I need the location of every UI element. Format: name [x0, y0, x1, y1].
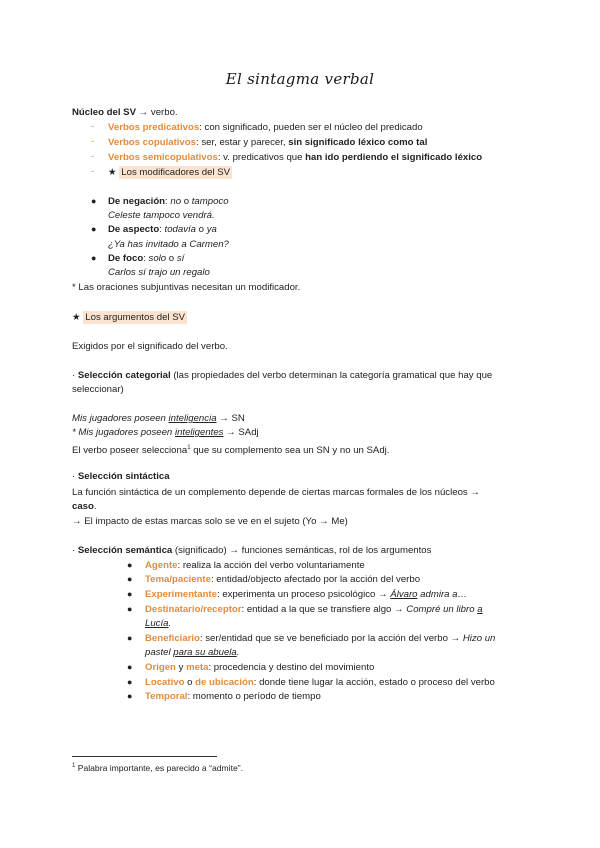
verb-type-item [108, 136, 427, 150]
connector: o [166, 253, 177, 264]
categorial-line-2: seleccionar) [72, 384, 124, 395]
bullet-icon: ● [127, 574, 133, 584]
role-name: Locativo [145, 677, 185, 688]
sintactica-line-2 [72, 500, 97, 514]
sintactica-line-1: La función sintáctica de un complemento depende de ciertas marcas formales de los núcleos → [72, 487, 480, 498]
modifiers-heading-text: Los modificadores del SV [121, 167, 231, 178]
role-item [145, 632, 495, 646]
separator: : [165, 196, 171, 207]
verb-type-bold: han ido perdiendo el significado léxico [305, 152, 483, 163]
bullet-icon: ● [91, 253, 97, 263]
role-item [145, 603, 483, 617]
role-desc: : ser/entidad que se ve beneficiado por la acción del verbo → [199, 633, 463, 644]
footnote-text: Palabra importante, es parecido a “admite”. [75, 763, 244, 773]
role-item-cont [145, 646, 239, 660]
modifier-name: De negación [108, 196, 166, 207]
example-result: → SAdj [223, 427, 259, 438]
role-item [145, 573, 420, 587]
connector: o [196, 224, 207, 235]
example-result: → SN [216, 413, 245, 424]
modifier-item [108, 252, 184, 266]
star-icon: ★ [72, 312, 81, 323]
modifier-value: solo [148, 253, 167, 264]
dash-marker: - [91, 166, 95, 177]
role-desc: : momento o período de tiempo [187, 691, 321, 702]
period: . [93, 501, 97, 512]
verb-type-desc: : v. predicativos que [217, 152, 306, 163]
role-desc: : entidad/objecto afectado por la acción del verbo [210, 574, 421, 585]
verb-type-name: Verbos copulativos [108, 137, 196, 148]
role-desc: : entidad a la que se transfiere algo → [241, 604, 407, 615]
bullet-icon: ● [127, 691, 133, 701]
semantica-text: (significado) → funciones semánticas, rol de los argumentos [172, 545, 432, 556]
role-example: Compré un libro [406, 604, 478, 615]
role-example-underlined: Lucía [145, 618, 169, 629]
verb-type-item [108, 121, 423, 135]
bullet-icon: ● [127, 604, 133, 614]
modifier-name: De foco [108, 253, 144, 264]
connector: o [181, 196, 192, 207]
dash-marker: - [91, 151, 95, 162]
role-example-underlined: Álvaro [390, 589, 418, 600]
categorial-example [72, 426, 259, 440]
verb-type-desc: : ser, estar y parecer, [195, 137, 289, 148]
verb-type-item [108, 151, 482, 165]
example-underlined: inteligencia [168, 413, 217, 424]
role-item [145, 661, 374, 675]
footnote-divider [72, 756, 217, 757]
footnote [72, 763, 243, 773]
role-example-underlined: para su abuela [173, 647, 237, 658]
section-prefix: · [72, 545, 78, 556]
semantica-label: Selección semántica [77, 545, 173, 556]
sintactica-case: caso [72, 501, 94, 512]
bullet-icon: ● [127, 633, 133, 643]
example-text: Mis jugadores poseen [72, 413, 169, 424]
modifier-value: ya [206, 224, 217, 235]
role-example-underlined: a [477, 604, 483, 615]
separator: : [159, 224, 165, 235]
section-prefix: · [72, 370, 78, 381]
categorial-explanation [72, 441, 389, 458]
modifier-example: Celeste tampoco vendrá. [108, 210, 215, 221]
role-example: pastel [145, 647, 174, 658]
role-desc: : donde tiene lugar la acción, estado o proceso del verbo [253, 677, 495, 688]
sintactica-label: Selección sintáctica [77, 471, 170, 482]
dash-marker: - [91, 136, 95, 147]
arguments-heading-text: Los argumentos del SV [85, 312, 186, 323]
role-item [145, 559, 365, 573]
dash-marker: - [91, 121, 95, 132]
section-prefix: · [72, 471, 78, 482]
bullet-icon: ● [127, 560, 133, 570]
role-name: Temporal [145, 691, 188, 702]
role-example: . [168, 618, 172, 629]
bullet-icon: ● [91, 224, 97, 234]
bullet-icon: ● [91, 196, 97, 206]
separator: : [143, 253, 149, 264]
role-item [145, 690, 321, 704]
modifier-item [108, 195, 229, 209]
categorial-example [72, 412, 245, 426]
modifier-name: De aspecto [108, 224, 160, 235]
role-example: admira a… [417, 589, 468, 600]
categorial-text: (las propiedades del verbo determinan la categoría gramatical que hay que [170, 370, 493, 381]
sintactica-heading [72, 470, 170, 484]
star-icon: ★ [108, 167, 117, 178]
modifier-example: Carlos sí trajo un regalo [108, 267, 210, 278]
nucleus-line [72, 106, 178, 120]
sintactica-line-3: → El impacto de estas marcas solo se ve en el sujeto (Yo → Me) [72, 516, 348, 527]
arguments-intro: Exigidos por el significado del verbo. [72, 341, 228, 352]
role-name: Experimentante [145, 589, 217, 600]
role-name: Destinatario/receptor [145, 604, 242, 615]
explanation-text: El verbo poseer selecciona [72, 445, 188, 457]
example-underlined: inteligentes [174, 427, 224, 438]
connector: y [175, 662, 187, 673]
role-name: Tema/paciente [145, 574, 211, 585]
bullet-icon: ● [127, 677, 133, 687]
verb-type-name: Verbos semicopulativos [108, 152, 218, 163]
nucleus-text: verbo. [150, 107, 178, 118]
bullet-icon: ● [127, 589, 133, 599]
nucleus-arrow: → [135, 107, 151, 118]
modifier-value: todavía [164, 224, 197, 235]
verb-type-name: Verbos predicativos [108, 122, 200, 133]
categorial-line [72, 369, 492, 383]
explanation-text: que su complemento sea un SN y no un SAdj. [190, 445, 390, 457]
modifier-item [108, 223, 217, 237]
connector: o [184, 677, 196, 688]
role-name: Agente [145, 560, 178, 571]
verb-type-desc: : con significado, pueden ser el núcleo del predicado [199, 122, 423, 133]
modifiers-heading [108, 166, 232, 180]
role-desc: : experimenta un proceso psicológico → [216, 589, 391, 600]
arguments-heading [72, 311, 187, 325]
role-desc: : procedencia y destino del movimiento [208, 662, 375, 673]
categorial-label: Selección categorial [77, 370, 171, 381]
semantica-heading [72, 544, 431, 558]
footnote-ref[interactable]: 1 [187, 445, 191, 451]
role-name: meta [186, 662, 209, 673]
modifier-value: sí [176, 253, 185, 264]
nucleus-label: Núcleo del SV [72, 107, 136, 118]
role-name: de ubicación [195, 677, 254, 688]
role-item-cont [145, 617, 171, 631]
role-desc: : realiza la acción del verbo voluntariamente [177, 560, 365, 571]
page-title: El sintagma verbal [225, 70, 375, 88]
verb-type-bold: sin significado léxico como tal [288, 137, 428, 148]
modifier-value: tampoco [191, 196, 229, 207]
subjunctive-note: * Las oraciones subjuntivas necesitan un modificador. [72, 282, 301, 293]
role-item [145, 676, 495, 690]
role-item [145, 588, 467, 602]
footnote-number: 1 [72, 763, 76, 770]
modifier-example: ¿Ya has invitado a Carmen? [108, 239, 229, 250]
example-text: * Mis jugadores poseen [72, 427, 175, 438]
bullet-icon: ● [127, 662, 133, 672]
role-example: . [236, 647, 240, 658]
role-name: Beneficiario [145, 633, 200, 644]
modifier-value: no [170, 196, 182, 207]
role-name: Origen [145, 662, 176, 673]
role-example: Hizo un [462, 633, 496, 644]
